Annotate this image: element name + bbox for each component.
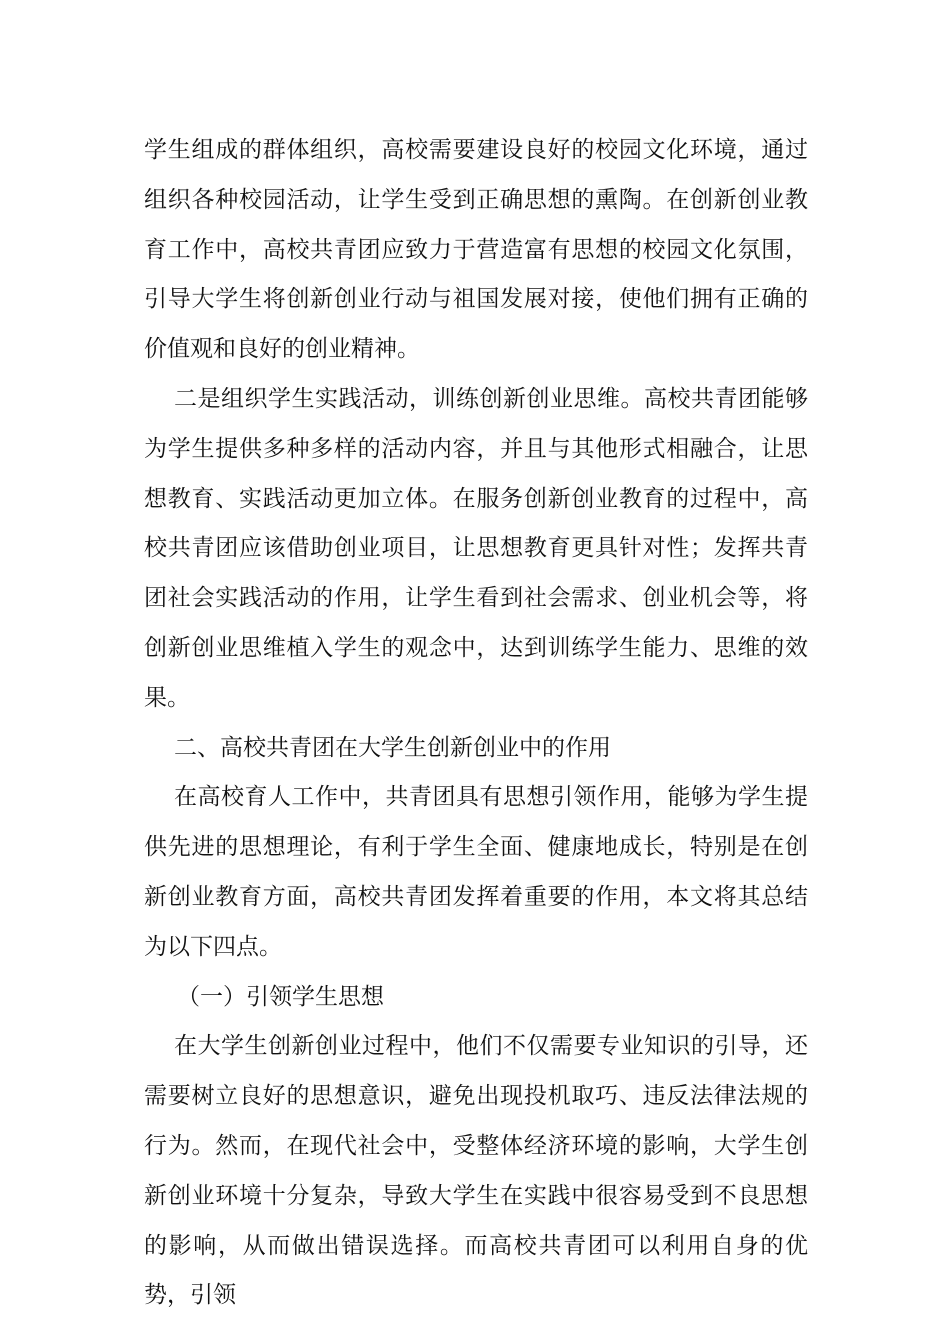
document-body [144,126,808,1321]
paragraph-continuation: 学生组成的群体组织，高校需要建设良好的校园文化环境，通过组织各种校园活动，让学生受到正确思想的熏陶。在创新创业教育工作中，高校共青团应致力于营造富有思想的校园文化氛围，引导大学生将创新创业行动与祖国发展对接，使他们拥有正确的价值观和良好的创业精神。 [144,137,808,363]
section-heading-role: 二、高校共青团在大学生创新创业中的作用 [174,734,611,761]
paragraph-guide-thought: 在大学生创新创业过程中，他们不仅需要专业知识的引导，还需要树立良好的思想意识，避免出现投机取巧、违反法律法规的行为。然而，在现代社会中，受整体经济环境的影响，大学生创新创业环境十分复杂，导致大学生在实践中很容易受到不良思想的影响，从而做出错误选择。而高校共青团可以利用自身的优势，引领 [144,1033,808,1309]
paragraph-role-intro: 在高校育人工作中，共青团具有思想引领作用，能够为学生提供先进的思想理论，有利于学生全面、健康地成长，特别是在创新创业教育方面，高校共青团发挥着重要的作用，本文将其总结为以下四点。 [144,784,808,960]
paragraph-practice-activities: 二是组织学生实践活动，训练创新创业思维。高校共青团能够为学生提供多种多样的活动内容，并且与其他形式相融合，让思想教育、实践活动更加立体。在服务创新创业教育的过程中，高校共青团应该借助创业项目，让思想教育更具针对性；发挥共青团社会实践活动的作用，让学生看到社会需求、创业机会等，将创新创业思维植入学生的观念中，达到训练学生能力、思维的效果。 [144,385,808,711]
subsection-heading-guide-thought: （一）引领学生思想 [177,983,384,1010]
